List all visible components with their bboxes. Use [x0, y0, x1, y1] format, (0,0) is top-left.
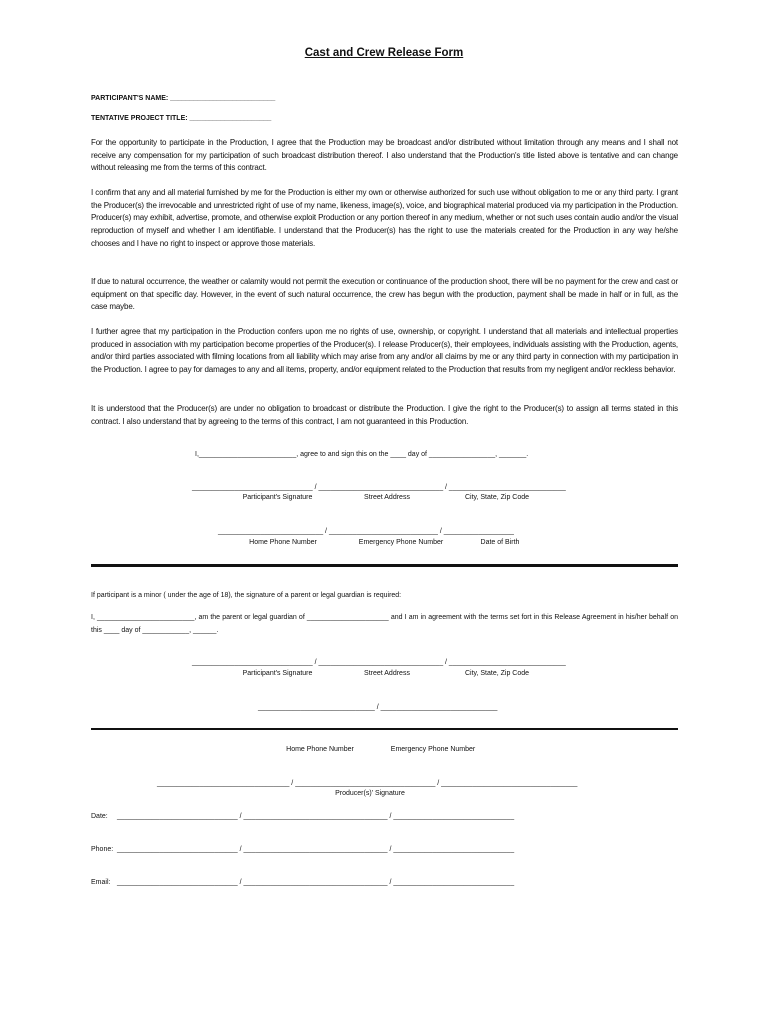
home-phone-label: Home Phone Number [286, 746, 354, 753]
producer-phone-label: Phone: [91, 846, 114, 853]
producer-email-lines[interactable]: _______________________________ / _____________________________________ / _______________________________ [117, 879, 515, 886]
page-title: Cast and Crew Release Form [304, 47, 464, 59]
paragraph-obligation: It is understood that the Producer(s) are under no obligation to broadcast or distribute the Production. I give the right to the Producer(s) to assign all terms stated in this contract. I also understand that by agreeing to the terms of this contract, I am not guaranteed in this Production. [91, 404, 678, 426]
producer-phone-lines[interactable]: _______________________________ / _____________________________________ / _______________________________ [117, 846, 515, 853]
agree-line[interactable]: I,_________________________, agree to and sign this on the ____ day of _________________, _______. [195, 451, 529, 458]
producer-signature-lines[interactable]: __________________________________ / ____________________________________ / ___________________________________ [157, 780, 578, 787]
emergency-phone-label: Emergency Phone Number [390, 746, 476, 753]
producer-signature-label: Producer(s)' Signature [335, 790, 405, 797]
producer-email-label: Email: [91, 879, 111, 886]
paragraph-rights: I further agree that my participation in the Production confers upon me no rights of use, ownership, or copyright. I understand that all materials and intellectual properties produced in association with my participation become properties of the Producer(s). I release Producer(s), their employees, individuals assisting with the Production, agents, and/or third parties associated with filming locations from all liability which may arise from any and/or all claims by me or any third party in connection with my participation in the Production. I agree to pay for damages to any and all items, property, and/or equipment related to the Production that results from my negligent and/or reckless behavior. [91, 327, 678, 375]
participant-signature-label: Participant's Signature [242, 494, 313, 501]
section-divider [91, 728, 678, 730]
section-divider [91, 564, 678, 567]
home-phone-label: Home Phone Number [249, 539, 317, 546]
guardian-phone-lines[interactable]: ______________________________ / ______________________________ [258, 704, 498, 711]
producer-date-lines[interactable]: _______________________________ / _____________________________________ / _______________________________ [117, 813, 515, 820]
project-title-field[interactable]: TENTATIVE PROJECT TITLE: _____________________ [91, 115, 272, 122]
street-address-label: Street Address [364, 670, 410, 677]
city-state-zip-label: City, State, Zip Code [464, 670, 530, 677]
paragraph-natural-occurrence: If due to natural occurrence, the weather or calamity would not permit the execution or continuance of the production shoot, there will be no payment for the crew and cast or equipment on that specific day. However, in the event of such natural occurrence, the crew has begun with the production, payment shall be made in half or in full, as the case maybe. [91, 277, 678, 312]
guardian-signature-lines[interactable]: _______________________________ / ________________________________ / ______________________________ [192, 659, 566, 666]
emergency-phone-label: Emergency Phone Number [358, 539, 444, 546]
street-address-label: Street Address [364, 494, 410, 501]
phone-lines[interactable]: ___________________________ / ____________________________ / __________________ [218, 528, 514, 535]
producer-date-label: Date: [91, 813, 108, 820]
paragraph-broadcast: For the opportunity to participate in the Production, I agree that the Production may be broadcast and/or distributed without limitation through any means and I shall not receive any compensation for my participation of such broadcast distribution thereof. I also understand that the Production's title listed above is tentative and can change without releasing me from the terms of this contract. [91, 138, 678, 173]
participant-signature-label: Participant's Signature [242, 670, 313, 677]
participant-name-field[interactable]: PARTICIPANT'S NAME: ___________________________ [91, 95, 276, 102]
signature-lines[interactable]: _______________________________ / ________________________________ / ______________________________ [192, 484, 566, 491]
date-of-birth-label: Date of Birth [480, 539, 520, 546]
paragraph-materials: I confirm that any and all material furnished by me for the Production is either my own or otherwise authorized for such use without obligation to me or any third party. I grant the Producer(s) the irrevocable and unrestricted right of use of my name, likeness, image(s), voice, and biographical material produced via my participation in the Production. Producer(s) may exhibit, advertise, promote, and otherwise exploit Production or any portion thereof in any medium, whether or not such uses contain audio and/or the visual reproduction of myself and whether I am identifiable. I understand that the Producer(s) has the right to use the materials created for the Production in any way he/she chooses and I have no right to inspect or approve those materials. [91, 188, 678, 248]
guardian-statement[interactable]: I, _________________________, am the parent or legal guardian of _____________________ and I am in agreement with the terms set fort in this Release Agreement in his/her behalf on this ____ day of ____________, ______. [91, 614, 678, 634]
minor-intro: If participant is a minor ( under the age of 18), the signature of a parent or legal guardian is required: [91, 592, 402, 599]
city-state-zip-label: City, State, Zip Code [464, 494, 530, 501]
